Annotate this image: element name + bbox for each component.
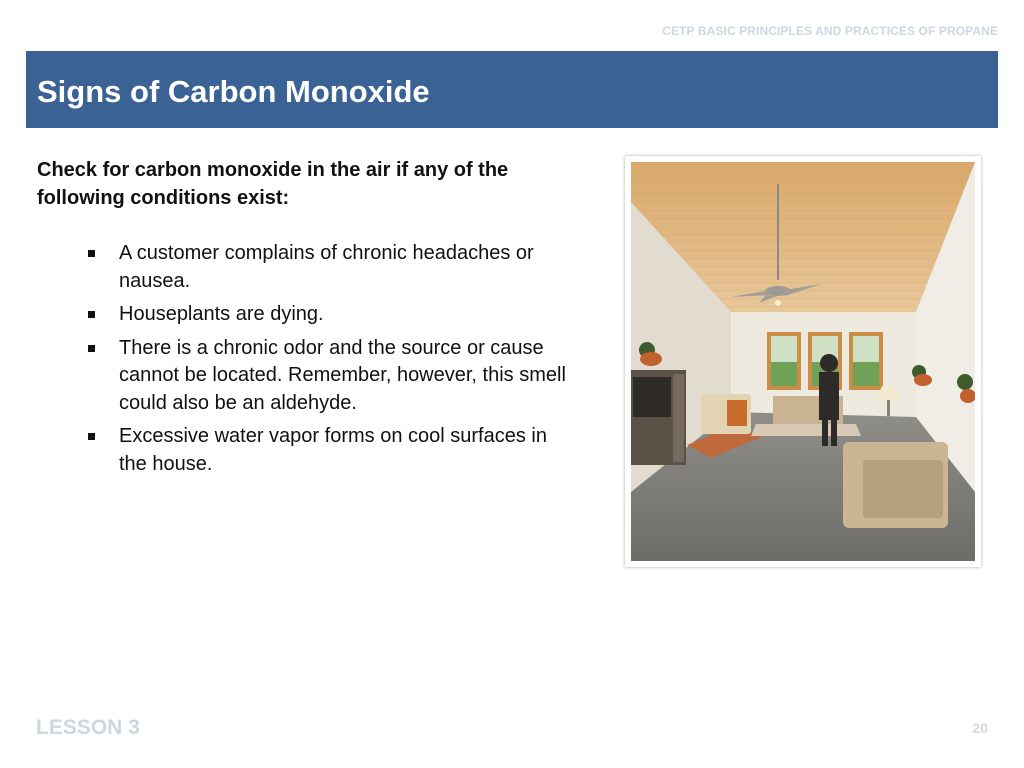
bullet-item bbox=[88, 301, 578, 329]
slide-title: Signs of Carbon Monoxide bbox=[37, 74, 430, 109]
bullet-item bbox=[88, 423, 578, 478]
lesson-label: LESSON 3 bbox=[36, 716, 140, 739]
bullet-text: There is a chronic odor and the source or cause cannot be located. Remember, however, this smell could also be an aldehyde. bbox=[119, 336, 566, 414]
living-room-illustration bbox=[631, 162, 975, 561]
intro-text: Check for carbon monoxide in the air if any of the following conditions exist: bbox=[37, 159, 509, 209]
bullet-item bbox=[88, 335, 578, 418]
living-room-photo bbox=[625, 156, 981, 567]
page-number: 20 bbox=[972, 720, 988, 736]
square-bullet-icon bbox=[88, 345, 95, 352]
bullet-item bbox=[88, 240, 578, 295]
bullet-list bbox=[88, 240, 578, 484]
square-bullet-icon bbox=[88, 311, 95, 318]
bullet-text: Excessive water vapor forms on cool surfaces in the house. bbox=[119, 425, 547, 475]
square-bullet-icon bbox=[88, 250, 95, 257]
title-bar bbox=[26, 51, 998, 128]
square-bullet-icon bbox=[88, 433, 95, 440]
bullet-text: A customer complains of chronic headaches or nausea. bbox=[119, 242, 534, 292]
bullet-text: Houseplants are dying. bbox=[119, 303, 324, 325]
course-header: CETP BASIC PRINCIPLES AND PRACTICES OF PROPANE bbox=[662, 24, 998, 38]
